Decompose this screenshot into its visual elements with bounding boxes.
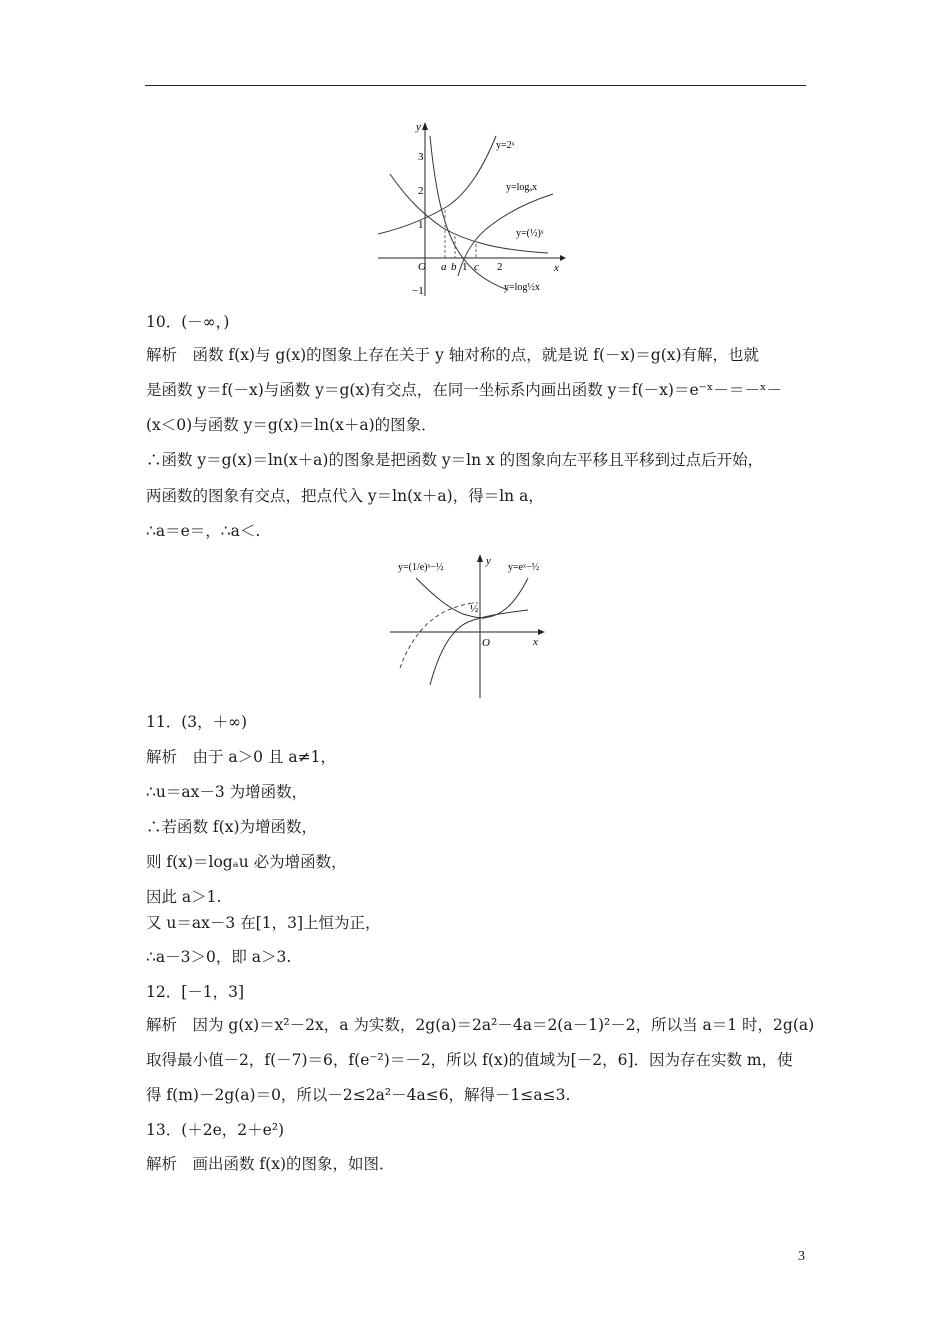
fig1-label-log-half: y=log½x — [504, 282, 540, 293]
answer-11-line-4: 则 f(x)＝logₐu 必为增函数， — [146, 853, 347, 871]
answer-13-line-1: 解析 画出函数 f(x)的图象，如图． — [146, 1155, 395, 1173]
answer-11-line-5: 因此 a＞1. — [146, 888, 222, 906]
fig1-label-log-a: y=logₐx — [506, 182, 538, 193]
fig1-y-tick-1: 1 — [418, 219, 424, 231]
header-rule — [145, 85, 806, 86]
fig1-origin-label: O — [418, 261, 426, 273]
fig1-y-axis-label: y — [416, 121, 421, 133]
figure-1-graph — [378, 118, 568, 300]
fig1-label-exp2: y=2ˣ — [496, 140, 515, 151]
fig2-half-tick: ½ — [470, 603, 479, 615]
answer-11-line-3: ∴若函数 f(x)为增函数， — [146, 818, 318, 836]
answer-10-line-3: (x＜0)与函数 y＝g(x)＝ln(x＋a)的图象． — [146, 416, 437, 434]
answer-10-line-1: 解析 函数 f(x)与 g(x)的图象上存在关于 y 轴对称的点，就是说 f(－x)＝g(x)有解，也就 — [146, 346, 760, 364]
answer-10-line-5: 两函数的图象有交点，把点代入 y＝ln(x＋a)，得＝ln a， — [146, 487, 544, 505]
page-number: 3 — [798, 1249, 805, 1264]
fig1-y-tick-2: 2 — [418, 185, 424, 197]
fig1-y-tick-neg1: −1 — [412, 285, 424, 297]
answer-13-heading: 13．(＋2e，2＋e²) — [146, 1121, 285, 1139]
fig2-label-right: y=eˣ−½ — [508, 562, 540, 573]
figure-2-graph — [388, 550, 556, 700]
answer-10-line-6: ∴a＝e＝，∴a＜. — [146, 522, 261, 540]
fig1-y-tick-3: 3 — [418, 151, 424, 163]
answer-12-heading: 12．[－1，3] — [146, 983, 245, 1001]
fig1-x-tick-1: 1 — [462, 261, 468, 273]
answer-11-line-2: ∴u＝ax－3 为增函数， — [146, 783, 308, 801]
answer-12-line-1: 解析 因为 g(x)＝x²－2x，a 为实数，2g(a)＝2a²－4a＝2(a－1)²－2，所以当 a＝1 时，2g(a) — [146, 1016, 815, 1034]
answer-11-line-7: ∴a－3＞0，即 a＞3. — [146, 948, 292, 966]
answer-11-line-1: 解析 由于 a＞0 且 a≠1， — [146, 748, 336, 766]
fig2-origin-label: O — [482, 637, 490, 649]
answer-12-line-2: 取得最小值－2，f(－7)＝6，f(e⁻²)＝－2，所以 f(x)的值域为[－2，6]．因为存在实数 m，使 — [146, 1051, 793, 1069]
answer-10-heading: 10．(－∞，) — [146, 313, 230, 331]
fig2-x-axis-label: x — [533, 636, 538, 648]
answer-10-line-2: 是函数 y＝f(－x)与函数 y＝g(x)有交点，在同一坐标系内画出函数 y＝f(－x)＝e⁻ˣ－＝－ˣ－ — [146, 381, 782, 399]
fig1-x-tick-2: 2 — [497, 261, 503, 273]
fig1-x-axis-label: x — [554, 262, 559, 274]
answer-10-line-4: ∴函数 y＝g(x)＝ln(x＋a)的图象是把函数 y＝ln x 的图象向左平移且平移到过点后开始， — [146, 451, 764, 469]
fig1-x-tick-a: a — [441, 261, 447, 273]
fig2-label-left: y=(1/e)ˣ−½ — [398, 562, 444, 573]
answer-12-line-3: 得 f(m)－2g(a)＝0，所以－2≤2a²－4a≤6，解得－1≤a≤3. — [146, 1086, 571, 1104]
answer-11-heading: 11．(3，＋∞) — [146, 713, 248, 731]
answer-11-line-6: 又 u＝ax－3 在[1，3]上恒为正， — [146, 914, 381, 932]
fig1-label-half-pow: y=(½)ˣ — [516, 228, 544, 239]
fig1-x-tick-b: b — [451, 261, 457, 273]
fig1-x-tick-c: c — [474, 261, 479, 273]
fig2-y-axis-label: y — [486, 555, 491, 567]
